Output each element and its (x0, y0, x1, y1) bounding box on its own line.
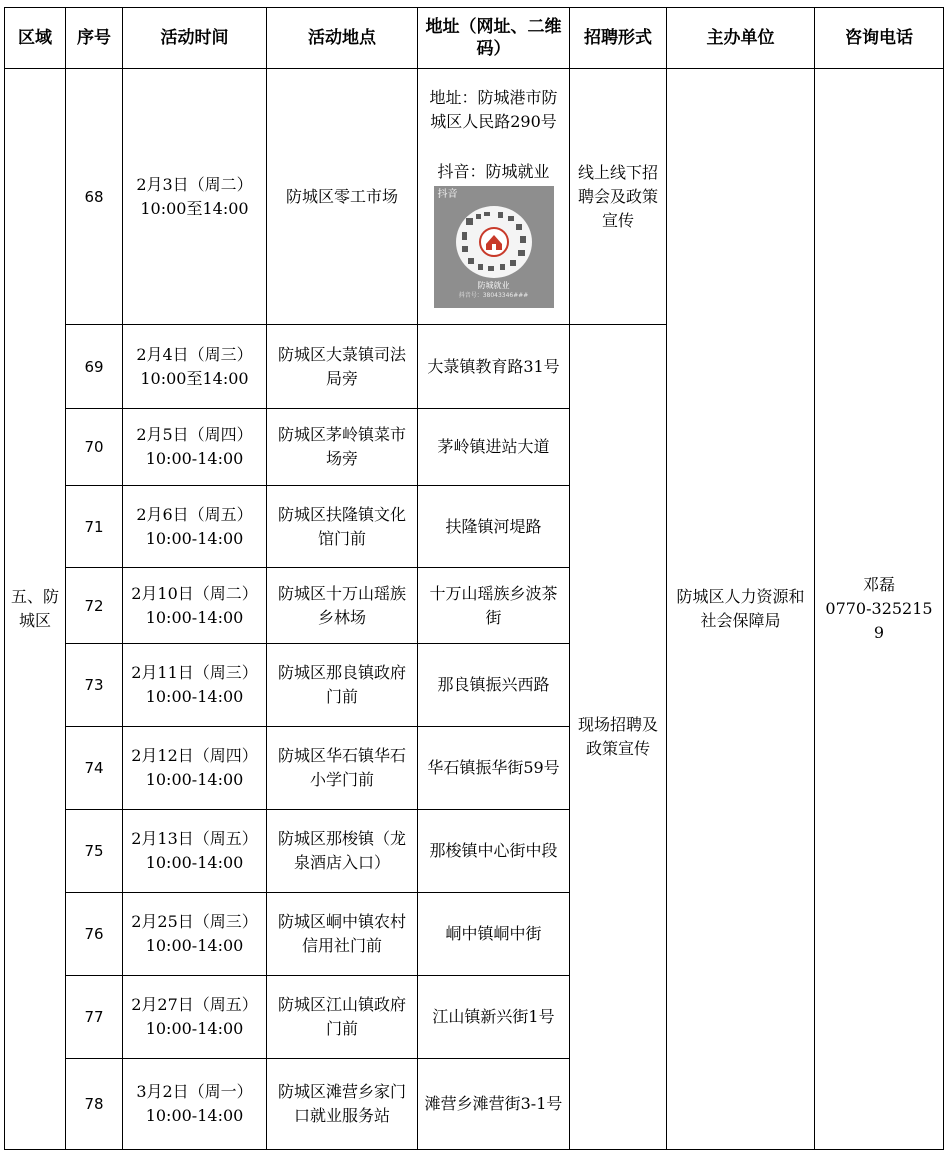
date-text: 3月2日（周一） (136, 1082, 253, 1101)
address-cell: 那良镇振兴西路 (418, 644, 570, 727)
seq-cell: 68 (66, 69, 123, 325)
address-cell: 茅岭镇进站大道 (418, 409, 570, 486)
header-row (5, 8, 944, 69)
hours-text: 10:00-14:00 (145, 936, 244, 955)
hours-text: 10:00-14:00 (145, 770, 244, 789)
venue-cell: 防城区那梭镇（龙泉酒店入口） (267, 810, 418, 893)
header-time: 活动时间 (123, 8, 267, 69)
address-cell: 江山镇新兴街1号 (418, 976, 570, 1059)
format-cell: 线上线下招聘会及政策宣传 (570, 69, 667, 325)
venue-cell: 防城区江山镇政府门前 (267, 976, 418, 1059)
address-cell: 滩营乡滩营街3-1号 (418, 1059, 570, 1150)
region-cell: 五、防城区 (5, 69, 66, 1150)
seq-cell: 70 (66, 409, 123, 486)
qr-account-id: 抖音号：38043346### (458, 291, 529, 299)
seq-cell: 72 (66, 568, 123, 644)
time-cell (123, 727, 267, 810)
contact-name: 邓磊 (862, 575, 895, 594)
seq-cell: 75 (66, 810, 123, 893)
time-cell (123, 69, 267, 325)
hours-text: 10:00至14:00 (140, 368, 249, 388)
hours-text: 10:00至14:00 (140, 198, 249, 218)
document-page (4, 7, 944, 1150)
seq-cell: 74 (66, 727, 123, 810)
contact-phone: 0770-3252159 (825, 599, 933, 642)
header-address: 地址（网址、二维码） (418, 8, 570, 69)
venue-cell: 防城区那良镇政府门前 (267, 644, 418, 727)
seq-cell: 73 (66, 644, 123, 727)
venue-cell: 防城区十万山瑶族乡林场 (267, 568, 418, 644)
date-text: 2月4日（周三） (136, 344, 253, 364)
hours-text: 10:00-14:00 (145, 528, 244, 548)
time-cell (123, 976, 267, 1059)
time-cell (123, 1059, 267, 1150)
date-text: 2月6日（周五） (136, 504, 253, 524)
format-cell: 现场招聘及政策宣传 (570, 325, 667, 1150)
seq-cell: 76 (66, 893, 123, 976)
qr-code-pattern (454, 204, 534, 280)
seq-cell: 69 (66, 325, 123, 409)
time-cell (123, 486, 267, 568)
time-cell (123, 409, 267, 486)
time-cell (123, 893, 267, 976)
douyin-text: 抖音：防城就业 (437, 161, 550, 181)
header-region: 区域 (5, 8, 66, 69)
header-format: 招聘形式 (570, 8, 667, 69)
seq-cell: 71 (66, 486, 123, 568)
phone-cell (815, 69, 944, 1150)
hours-text: 10:00-14:00 (145, 853, 244, 872)
qr-account-name: 防城就业 (477, 280, 510, 290)
date-text: 2月27日（周五） (131, 995, 258, 1014)
header-phone: 咨询电话 (815, 8, 944, 69)
job-fair-schedule-table (4, 7, 944, 1150)
venue-cell: 防城区华石镇华石小学门前 (267, 727, 418, 810)
venue-cell: 防城区大菉镇司法局旁 (267, 325, 418, 409)
venue-cell: 防城区滩营乡家门口就业服务站 (267, 1059, 418, 1150)
hours-text: 10:00-14:00 (145, 1019, 244, 1038)
time-cell (123, 810, 267, 893)
time-cell (123, 325, 267, 409)
venue-cell: 防城区峒中镇农村信用社门前 (267, 893, 418, 976)
venue-cell: 防城区扶隆镇文化馆门前 (267, 486, 418, 568)
address-cell: 十万山瑶族乡波茶街 (418, 568, 570, 644)
date-text: 2月11日（周三） (131, 663, 258, 682)
header-seq: 序号 (66, 8, 123, 69)
seq-cell: 78 (66, 1059, 123, 1150)
venue-cell: 防城区茅岭镇菜市场旁 (267, 409, 418, 486)
hours-text: 10:00-14:00 (145, 1106, 244, 1125)
time-cell (123, 568, 267, 644)
date-text: 2月10日（周二） (131, 583, 258, 603)
organizer-cell: 防城区人力资源和社会保障局 (667, 69, 815, 1150)
hours-text: 10:00-14:00 (145, 449, 244, 468)
header-organizer: 主办单位 (667, 8, 815, 69)
address-cell: 峒中镇峒中街 (418, 893, 570, 976)
hours-text: 10:00-14:00 (145, 687, 244, 706)
date-text: 2月5日（周四） (136, 425, 253, 444)
date-text: 2月12日（周四） (131, 746, 258, 765)
address-cell: 那梭镇中心街中段 (418, 810, 570, 893)
address-cell (418, 69, 570, 325)
time-cell (123, 644, 267, 727)
date-text: 2月25日（周三） (131, 912, 258, 931)
venue-cell: 防城区零工市场 (267, 69, 418, 325)
douyin-logo-text: 抖音 (437, 188, 458, 200)
table-row (5, 69, 944, 325)
address-cell: 扶隆镇河堤路 (418, 486, 570, 568)
hours-text: 10:00-14:00 (145, 607, 244, 627)
date-text: 2月13日（周五） (131, 829, 258, 848)
seq-cell: 77 (66, 976, 123, 1059)
address-text: 地址：防城港市防城区人民路290号 (429, 87, 558, 131)
address-cell: 华石镇振华街59号 (418, 727, 570, 810)
date-text: 2月3日（周二） (136, 174, 253, 194)
address-cell: 大菉镇教育路31号 (418, 325, 570, 409)
douyin-qr-code (434, 186, 554, 308)
header-venue: 活动地点 (267, 8, 418, 69)
